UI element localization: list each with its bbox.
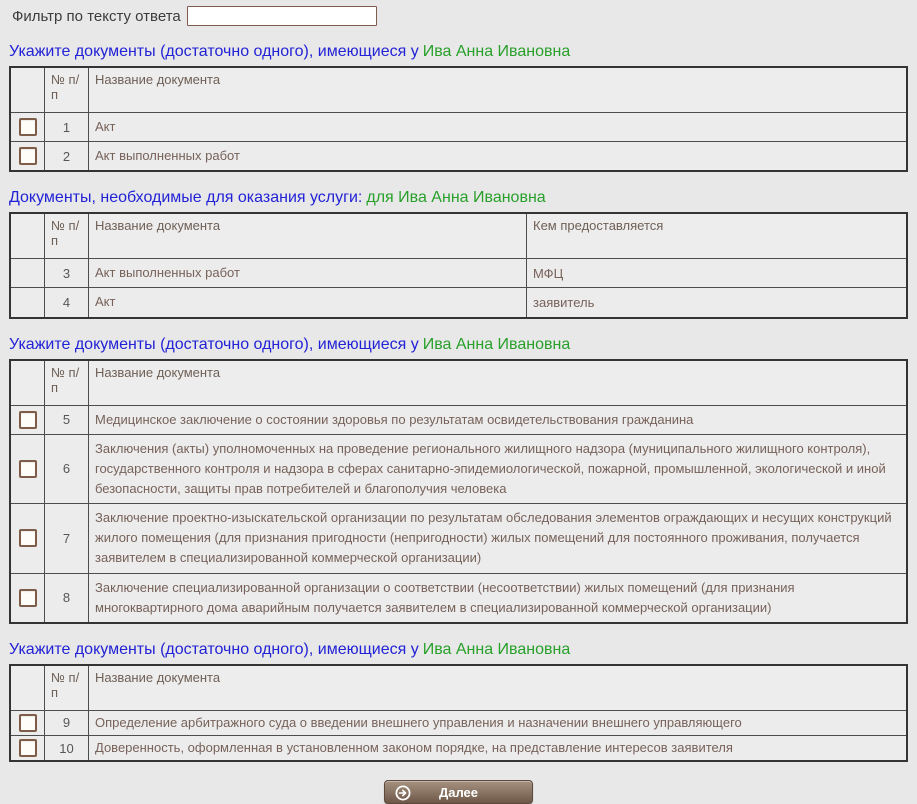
name-column-header: Название документа (89, 213, 527, 259)
checkbox-column-header (10, 360, 45, 406)
section-heading-text: Укажите документы (достаточно одного), имеющиеся у (9, 43, 419, 60)
table-row (10, 259, 907, 288)
section-heading-2 (9, 189, 908, 207)
table-header-row (10, 213, 907, 259)
row-checkbox[interactable] (19, 589, 37, 607)
section-heading-text: Укажите документы (достаточно одного), имеющиеся у (9, 640, 419, 658)
next-button-label: Далее (438, 784, 479, 800)
row-checkbox[interactable] (19, 147, 37, 165)
row-number: 5 (45, 405, 89, 434)
row-checkbox[interactable] (19, 118, 37, 136)
document-name: Медицинское заключение о состоянии здоровья по результатам освидетельствования гражданина (89, 405, 908, 434)
table-row (10, 504, 907, 573)
provider-column-header: Кем предоставляется (527, 213, 908, 259)
table-row (10, 405, 907, 434)
document-name: Акт (89, 288, 527, 318)
section-heading-1 (9, 43, 908, 61)
row-number: 4 (45, 288, 89, 318)
section-heading-3 (9, 336, 908, 354)
table-row (10, 573, 907, 623)
checkbox-column-header (10, 67, 45, 113)
table-row (10, 434, 907, 503)
row-number: 10 (45, 735, 89, 761)
table-row (10, 735, 907, 761)
person-name: Ива Анна Ивановна (422, 335, 571, 353)
section-heading-text: Укажите документы (достаточно одного), имеющиеся у (9, 335, 419, 353)
row-checkbox[interactable] (19, 411, 37, 429)
name-column-header: Название документа (89, 67, 908, 113)
documents-table-4 (9, 664, 908, 762)
num-column-header: № п/п (45, 213, 89, 259)
empty-cell (10, 259, 45, 288)
section-heading-text: Документы, необходимые для оказания услуги: (9, 189, 363, 207)
document-name: Определение арбитражного суда о введении внешнего управления и назначении внешнего управляющего (89, 710, 908, 735)
row-checkbox[interactable] (19, 460, 37, 478)
name-column-header: Название документа (89, 360, 908, 406)
section-heading-4 (9, 641, 908, 659)
row-number: 1 (45, 113, 89, 142)
document-provider: заявитель (527, 288, 908, 318)
document-name: Доверенность, оформленная в установленном законом порядке, на представление интересов заявителя (89, 735, 908, 761)
table-row (10, 710, 907, 735)
table-header-row (10, 665, 907, 711)
documents-table-1 (9, 66, 908, 172)
answer-filter (0, 0, 917, 26)
person-name: Ива Анна Ивановна (422, 43, 571, 60)
table-row (10, 142, 907, 172)
empty-column-header (10, 213, 45, 259)
documents-table-2 (9, 212, 908, 318)
document-name: Акт выполненных работ (89, 142, 908, 172)
document-name: Заключение специализированной организации о соответствии (несоответствии) жилых помещений (для признания многоквартирного дома аварийным получается заявителем в специализированной коммерческой организации) (89, 573, 908, 623)
filter-input[interactable] (187, 6, 377, 26)
row-checkbox[interactable] (19, 529, 37, 547)
document-name: Заключение проектно-изыскательской организации по результатам обследования элементов ограждающих и несущих конструкций жилого помещения (для признания пригодности (непригодности) жилых помещений для постоянного проживания, получается заявителем в специализированной коммерческой организации) (89, 504, 908, 573)
table-header-row (10, 360, 907, 406)
filter-label: Фильтр по тексту ответа (12, 7, 181, 25)
name-column-header: Название документа (89, 665, 908, 711)
table-row (10, 113, 907, 142)
documents-table-3 (9, 359, 908, 624)
row-number: 6 (45, 434, 89, 503)
next-button[interactable] (384, 780, 533, 804)
person-name: для Ива Анна Ивановна (366, 189, 546, 207)
row-number: 9 (45, 710, 89, 735)
row-number: 7 (45, 504, 89, 573)
table-row (10, 288, 907, 318)
person-name: Ива Анна Ивановна (422, 640, 571, 658)
row-number: 3 (45, 259, 89, 288)
document-name: Акт (89, 113, 908, 142)
table-header-row (10, 67, 907, 113)
row-number: 8 (45, 573, 89, 623)
row-number: 2 (45, 142, 89, 172)
button-row (0, 780, 917, 804)
num-column-header: № п/п (45, 67, 89, 113)
document-name: Заключения (акты) уполномоченных на проведение регионального жилищного надзора (муниципального жилищного контроля), государственного контроля и надзора в сферах санитарно-эпидемиологической, пожарной, промышленной, экологической и иной безопасности, защиты прав потребителей и благополучия человека (89, 434, 908, 503)
checkbox-column-header (10, 665, 45, 711)
document-name: Акт выполненных работ (89, 259, 527, 288)
num-column-header: № п/п (45, 665, 89, 711)
arrow-right-circle-icon (395, 785, 411, 801)
empty-cell (10, 288, 45, 318)
row-checkbox[interactable] (19, 739, 37, 757)
row-checkbox[interactable] (19, 714, 37, 732)
num-column-header: № п/п (45, 360, 89, 406)
document-provider: МФЦ (527, 259, 908, 288)
